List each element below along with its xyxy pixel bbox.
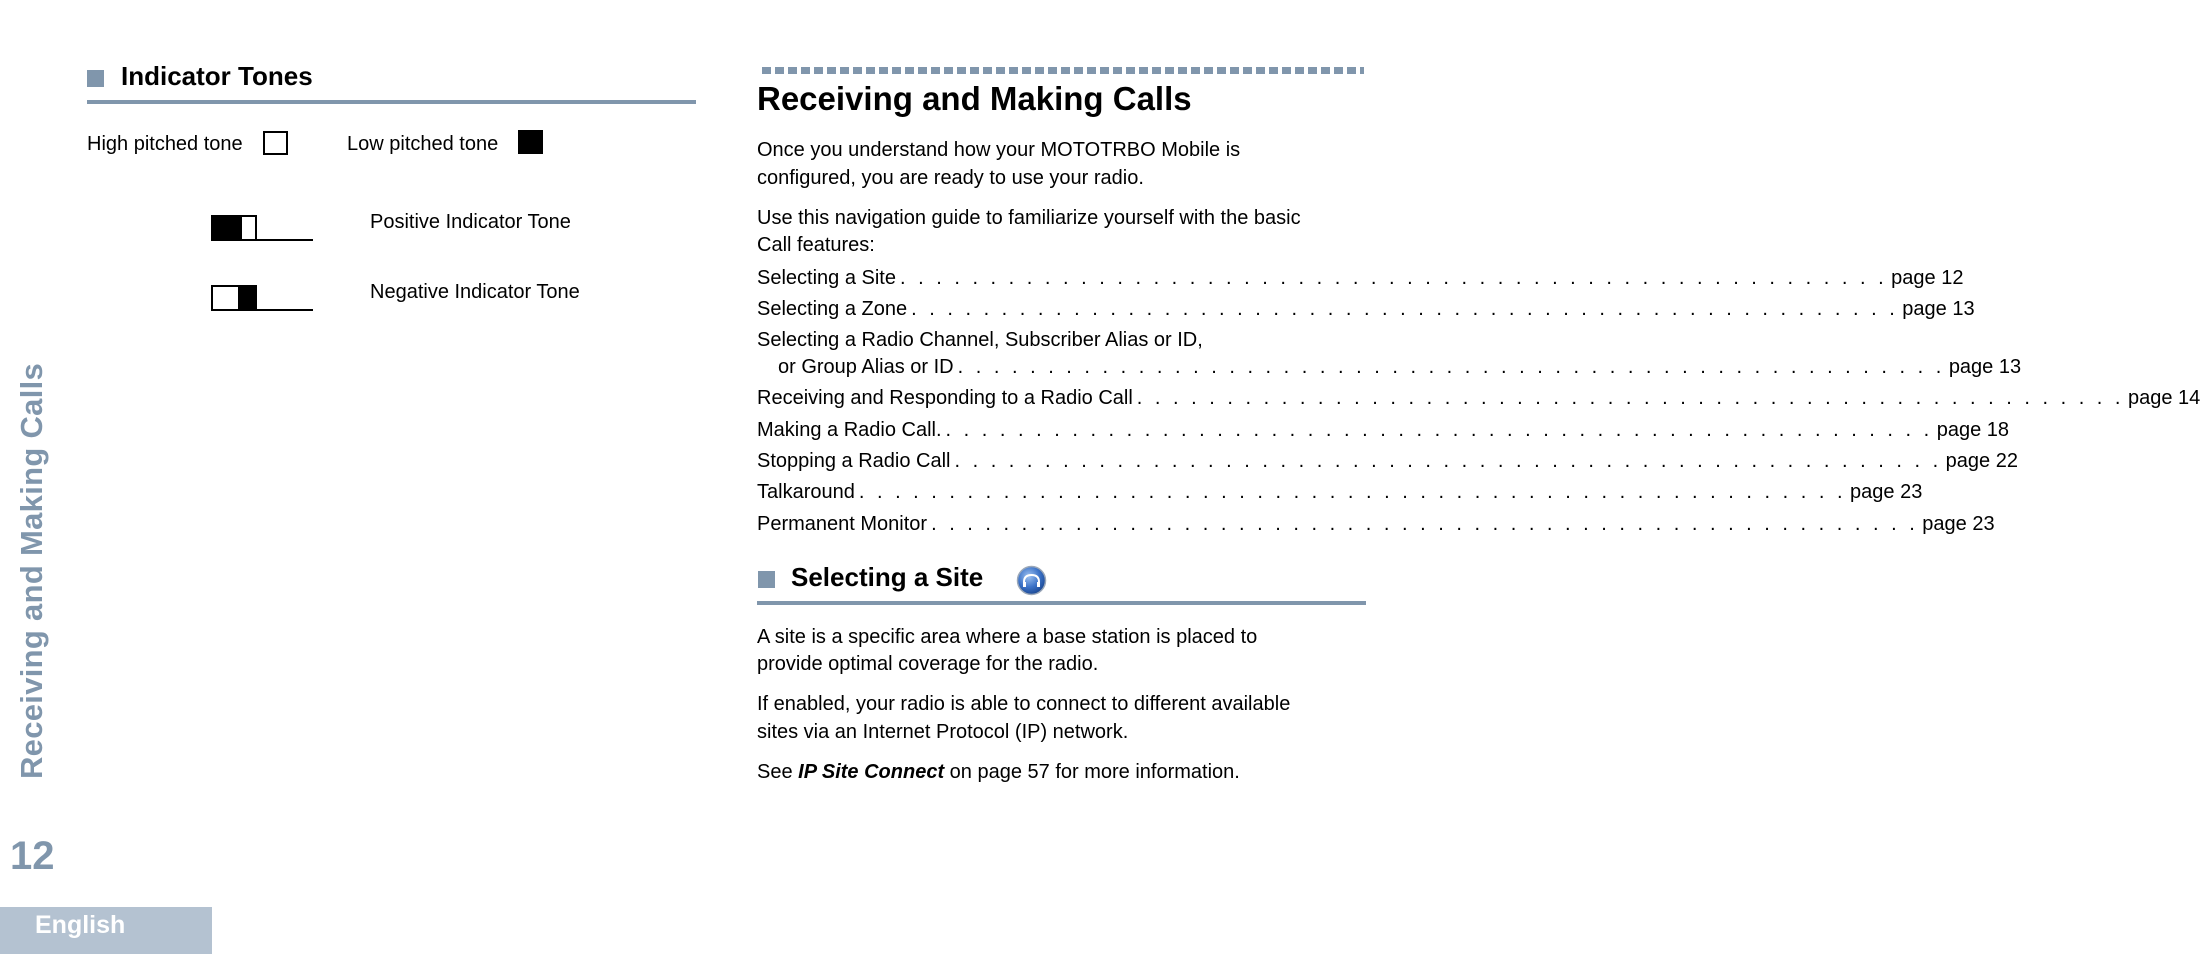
nav-intro-line: Call features:	[757, 234, 875, 256]
site-para-line: If enabled, your radio is able to connect to different available	[757, 693, 1291, 715]
toc-label: or Group Alias or ID	[778, 356, 954, 378]
high-pitched-label: High pitched tone	[87, 133, 243, 155]
selecting-site-rule	[757, 601, 1366, 605]
toc-page: page 22	[1945, 450, 2018, 472]
toc-entry-radio-channel-line1[interactable]: Selecting a Radio Channel, Subscriber Alias or ID,	[757, 329, 1203, 351]
nav-intro-line: Use this navigation guide to familiarize yourself with the basic	[757, 207, 1301, 229]
ip-site-connect-link[interactable]: IP Site Connect	[798, 761, 945, 783]
toc-entry-stopping-call[interactable]	[757, 447, 2018, 475]
toc-leader: . . . . . . . . . . . . . . . . . . . . . . . . . . . . . . . . . . . . . . . . . . . . . . . . . . . . . . .	[931, 513, 1919, 535]
heading-square-icon	[758, 571, 775, 588]
toc-leader: . . . . . . . . . . . . . . . . . . . . . . . . . . . . . . . . . . . . . . . . . . . . . . . . . . . . . . .	[945, 419, 1933, 441]
toc-entry-radio-channel[interactable]	[778, 353, 2022, 381]
high-tone-icon	[211, 285, 240, 311]
toc-label: Making a Radio Call.	[757, 419, 942, 441]
toc-entry-selecting-zone[interactable]	[757, 295, 1975, 323]
intro-line: Once you understand how your MOTOTRBO Mobile is	[757, 139, 1241, 161]
toc-label: Selecting a Site	[757, 267, 896, 289]
see-reference	[757, 758, 1240, 786]
low-tone-icon	[518, 130, 543, 154]
toc-entry-making-call[interactable]	[757, 416, 2010, 444]
language-label: English	[35, 911, 126, 939]
toc-page: page 12	[1891, 267, 1964, 289]
toc-label: Stopping a Radio Call	[757, 450, 951, 472]
high-tone-icon	[263, 131, 288, 155]
sidebar-section-title: Receiving and Making Calls	[14, 362, 49, 779]
see-prefix: See	[757, 761, 793, 783]
toc-leader: . . . . . . . . . . . . . . . . . . . . . . . . . . . . . . . . . . . . . . . . . . . . . . . . . . . . . . .	[954, 450, 1942, 472]
low-tone-icon	[238, 285, 257, 311]
toc-page: page 18	[1936, 419, 2010, 441]
negative-tone-label: Negative Indicator Tone	[370, 281, 580, 303]
selecting-site-heading: Selecting a Site	[791, 562, 984, 592]
toc-entry-permanent-monitor[interactable]	[757, 510, 1995, 538]
toc-entry-talkaround[interactable]	[757, 478, 1923, 506]
toc-label: Receiving and Responding to a Radio Call	[757, 387, 1133, 409]
chapter-dotted-rule	[762, 67, 1364, 74]
toc-leader: . . . . . . . . . . . . . . . . . . . . . . . . . . . . . . . . . . . . . . . . . . . . . . . . . . . . . . .	[911, 298, 1899, 320]
see-suffix: on page 57 for more information.	[949, 761, 1240, 783]
site-para-line: provide optimal coverage for the radio.	[757, 653, 1099, 675]
toc-label: Talkaround	[757, 481, 855, 503]
negative-tone-diagram	[211, 285, 313, 312]
indicator-tones-heading: Indicator Tones	[121, 61, 313, 91]
high-tone-icon	[240, 215, 257, 241]
indicator-tones-rule	[87, 100, 696, 104]
toc-entry-selecting-site[interactable]	[757, 264, 1964, 292]
toc-page: page 14	[2127, 387, 2200, 409]
toc-entry-receiving-responding[interactable]	[757, 384, 2200, 412]
tone-baseline	[255, 239, 313, 241]
toc-label: Permanent Monitor	[757, 513, 928, 535]
site-para-line: A site is a specific area where a base station is placed to	[757, 626, 1258, 648]
toc-leader: . . . . . . . . . . . . . . . . . . . . . . . . . . . . . . . . . . . . . . . . . . . . . . . . . . . . . . .	[1136, 387, 2124, 409]
toc-label: Selecting a Zone	[757, 298, 908, 320]
site-para-line: sites via an Internet Protocol (IP) network.	[757, 721, 1129, 743]
low-pitched-label: Low pitched tone	[347, 133, 499, 155]
ip-site-icon	[1016, 565, 1047, 596]
positive-tone-diagram	[211, 215, 313, 242]
heading-square-icon	[87, 70, 104, 87]
toc-page: page 13	[1902, 298, 1975, 320]
toc-page: page 23	[1850, 481, 1923, 503]
intro-line: configured, you are ready to use your radio.	[757, 167, 1144, 189]
toc-leader: . . . . . . . . . . . . . . . . . . . . . . . . . . . . . . . . . . . . . . . . . . . . . . . . . . . . . . .	[899, 267, 1888, 289]
toc-page: page 13	[1948, 356, 2022, 378]
page-number: 12	[10, 834, 55, 878]
toc-leader: . . . . . . . . . . . . . . . . . . . . . . . . . . . . . . . . . . . . . . . . . . . . . . . . . . . . . . .	[858, 481, 1847, 503]
toc-page: page 23	[1922, 513, 1995, 535]
positive-tone-label: Positive Indicator Tone	[370, 211, 571, 233]
low-tone-icon	[211, 215, 242, 241]
tone-baseline	[255, 309, 313, 311]
toc-leader: . . . . . . . . . . . . . . . . . . . . . . . . . . . . . . . . . . . . . . . . . . . . . . . . . . . . . . .	[957, 356, 1945, 378]
chapter-title: Receiving and Making Calls	[757, 80, 1192, 117]
